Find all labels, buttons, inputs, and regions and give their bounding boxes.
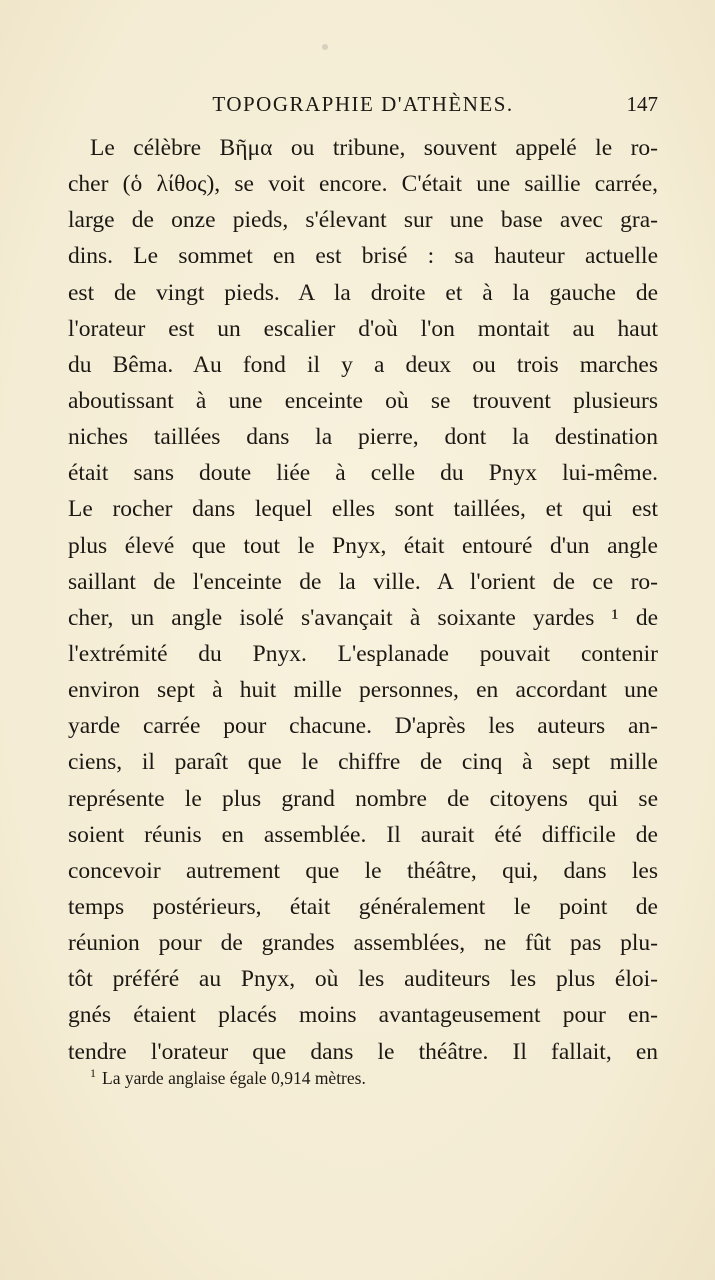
text-line: aboutissant à une enceinte où se trouvent plusieurs xyxy=(68,387,658,414)
text-line: dins. Le sommet en est brisé : sa hauteur actuelle xyxy=(68,243,658,270)
running-head: TOPOGRAPHIE D'ATHÈNES. xyxy=(212,92,514,116)
text-line: cher, un angle isolé s'avançait à soixante yardes ¹ de xyxy=(68,604,658,631)
text-line: l'extrémité du Pnyx. L'esplanade pouvait contenir xyxy=(68,640,658,667)
text-line: gnés étaient placés moins avantageusement pour en- xyxy=(68,1002,658,1029)
text-line: saillant de l'enceinte de la ville. A l'orient de ce ro- xyxy=(68,568,658,595)
text-line: représente le plus grand nombre de citoyens qui se xyxy=(68,785,658,812)
text-line: du Bêma. Au fond il y a deux ou trois marches xyxy=(68,351,658,378)
page-header xyxy=(68,92,658,122)
text-line: est de vingt pieds. A la droite et à la gauche de xyxy=(68,279,658,306)
text-line: large de onze pieds, s'élevant sur une base avec gra- xyxy=(68,207,658,234)
footnote xyxy=(90,1066,366,1089)
text-line: Le célèbre Βῆμα ou tribune, souvent appelé le ro- xyxy=(90,135,658,161)
text-line: environ sept à huit mille personnes, en accordant une xyxy=(68,677,658,704)
text-line: niches taillées dans la pierre, dont la destination xyxy=(68,424,658,451)
text-line: cher (ὁ λίθος), se voit encore. C'était une saillie carrée, xyxy=(68,171,658,198)
text-line: tôt préféré au Pnyx, où les auditeurs les plus éloi- xyxy=(68,966,658,993)
text-line: yarde carrée pour chacune. D'après les auteurs an- xyxy=(68,713,658,740)
footnote-text: La yarde anglaise égale 0,914 mètres. xyxy=(102,1067,366,1088)
text-line: concevoir autrement que le théâtre, qui, dans les xyxy=(68,857,658,884)
text-line: tendre l'orateur que dans le théâtre. Il fallait, en xyxy=(68,1038,658,1065)
text-line: l'orateur est un escalier d'où l'on montait au haut xyxy=(68,315,658,342)
text-line: temps postérieurs, était généralement le point de xyxy=(68,893,658,920)
page-number: 147 xyxy=(626,92,658,116)
text-line: soient réunis en assemblée. Il aurait été difficile de xyxy=(68,821,658,848)
text-line: était sans doute liée à celle du Pnyx lui-même. xyxy=(68,460,658,487)
body-text xyxy=(68,130,658,1070)
footnote-marker: 1 xyxy=(90,1066,96,1080)
text-line: Le rocher dans lequel elles sont taillées, et qui est xyxy=(68,496,658,523)
paper-speck xyxy=(322,44,328,50)
text-line: ciens, il paraît que le chiffre de cinq à sept mille xyxy=(68,749,658,776)
text-line: plus élevé que tout le Pnyx, était entouré d'un angle xyxy=(68,532,658,559)
text-line: réunion pour de grandes assemblées, ne fût pas plu- xyxy=(68,930,658,957)
